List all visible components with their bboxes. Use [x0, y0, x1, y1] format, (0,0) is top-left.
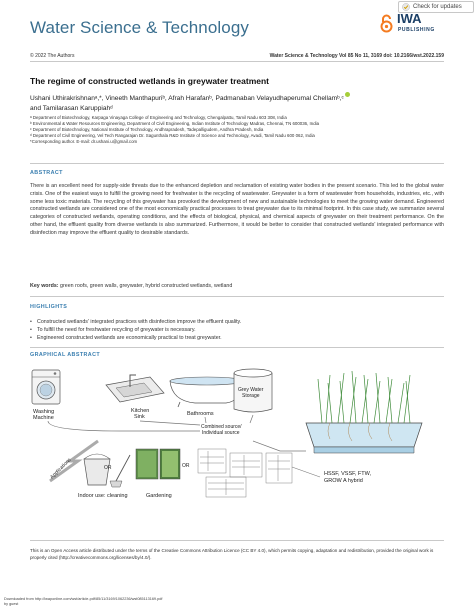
highlights-list [30, 318, 444, 343]
wetland-types-label: HSSF, VSSF, FTW, [324, 471, 372, 477]
publisher-logo-subtext: PUBLISHING [398, 27, 435, 33]
mop-icon [110, 455, 130, 487]
washing-machine-label: Machine [33, 415, 54, 421]
washing-machine-label: Washing [33, 409, 55, 415]
footer-divider [30, 540, 444, 541]
divider-graphical-abstract [30, 347, 444, 348]
bathtub-icon [170, 377, 244, 407]
keywords-text: green roofs, green walls, greywater, hybrid constructed wetlands, wetland [60, 283, 233, 289]
divider-abstract [30, 163, 444, 164]
storage-label: Grey Water [238, 387, 264, 393]
copyright: © 2022 The Authors [30, 53, 75, 59]
indoor-use-label: Indoor use: cleaning [78, 493, 128, 499]
applications-label: Applications [49, 457, 73, 481]
kitchen-sink-label: Sink [134, 414, 145, 420]
divider-highlights [30, 296, 444, 297]
citation: Water Science & Technology Vol 85 No 11, 3169 doi: 10.2166/wst.2022.159 [269, 53, 444, 59]
affiliations [30, 115, 444, 145]
download-note [4, 597, 162, 607]
keywords-label: Key words: [30, 283, 59, 289]
journal-title[interactable]: Water Science & Technology [30, 18, 249, 37]
corresponding-author[interactable]: *Corresponding author. E-mail: dr.ushani.u@gmail.com [30, 139, 138, 145]
bathroom-label: Bathrooms [187, 411, 214, 417]
kitchen-sink-label: Kitchen [131, 408, 150, 414]
flow-arrows [48, 415, 306, 451]
or-label: OR [182, 463, 190, 469]
affiliation-c: ᶜ Department of Biotechnology, National Institute of Technology, Andhrapradesh, Tadepalligudem, Andhra Pradesh, India [30, 127, 264, 133]
affiliation-d: ᵈ Department of Civil Engineering, Vel Tech Rangarajan Dr. Sagunthala R&D Institute of Science and Technology, Avadi, Tamil Nadu 600 062, India [30, 133, 315, 139]
highlight-item: • Constructed wetlands' integrated practices with disinfection improve the effluent quality. [30, 318, 444, 326]
header-divider [30, 61, 444, 62]
publisher-logo-text: IWA [397, 11, 422, 26]
open-access-note: This is an Open Access article distributed under the terms of the Creative Commons Attribution Licence (CC BY 4.0), which permits copying, adaptation and redistribution, provided the original work is properly cited (http://creativecommons.org/licenses/by/4.0/). [30, 548, 434, 560]
kitchen-sink-icon [106, 375, 164, 402]
schematic-arrow [292, 467, 320, 477]
author-list [30, 92, 444, 114]
abstract-text: There is an excellent need for supply-side threats due to the enhanced depletion and reclamation of existing water bodies in the present scenario. This led to the global water crisis. One of the easiest ways to fulfill the growing need for freshwater is the recycling of wastewater. Greywater is a form of wastewater from households, industries, etc., with some less toxic materials. The recycling of this greywater has provoked the development of new and sustainable technologies to meet the growing water demand. Engineered constructed wetlands are considered one of the most economically practical processes to treat greywater due to its minimal footprint. In this case study, we summarize several categories of constructed wetlands, operating conditions, and the effects of biological, physical, and chemical aspects of greywater on their treatment performance. On the other hand, the effluent quality from diverse wetlands is also summarized. Furthermore, it would be better to consider that constructed wetlands' integrated performance with disinfection may improve the effluent quality to desirable standards. [30, 183, 444, 236]
combined-source-label: Individual source [202, 430, 240, 436]
article-title: The regime of constructed wetlands in greywater treatment [30, 76, 270, 86]
authors-line-2: and Tamilarasan Karuppiahᵈ [30, 105, 113, 113]
check-updates-icon [402, 3, 410, 11]
storage-label: Storage [242, 393, 260, 399]
publisher-logo[interactable] [397, 12, 445, 38]
orcid-icon[interactable] [345, 92, 350, 97]
wetland-schematics [198, 449, 292, 497]
washing-machine-icon [32, 370, 60, 404]
graphical-abstract-heading: GRAPHICAL ABSTRACT [30, 352, 101, 358]
wetland-types-label: GROW A hybrid [324, 478, 363, 484]
affiliation-a: ᵃ Department of Biotechnology, Karpaga Vinayaga College of Engineering and Technology, Chengalpattu, Tamil Nadu 603 308, India [30, 115, 287, 120]
keywords [30, 283, 444, 289]
gardening-image [136, 449, 180, 479]
authors-text: Ushani Uthirakrishnanᵃ,*, Vineeth Manthapuriᵇ, Afrah Harafanᵇ, Padmanaban Velayudhaperumal Chellamᵇ,ᶜ [30, 95, 344, 103]
constructed-wetland-icon [306, 371, 422, 453]
gardening-label: Gardening [146, 493, 172, 499]
abstract-heading: ABSTRACT [30, 170, 63, 176]
graphical-abstract-diagram [30, 357, 444, 509]
highlight-item: • To fulfill the need for freshwater recycling of greywater is necessary. [30, 326, 444, 334]
authors-line-1 [30, 92, 444, 104]
download-user: by guest [4, 601, 19, 606]
combined-source-label: Combined source/ [201, 424, 242, 430]
highlights-heading: HIGHLIGHTS [30, 304, 68, 310]
or-label: OR [104, 465, 112, 471]
check-updates-label: Check for updates [413, 4, 462, 10]
highlight-item: • Engineered constructed wetlands are economically practical to treat greywater. [30, 334, 444, 342]
affiliation-b: ᵇ Environmental & Water Resources Engineering, Department of Civil Engineering, Indian Institute of Technology Madras, Chennai, TN 600036, India [30, 121, 320, 127]
download-source[interactable]: Downloaded from http://iwaponline.com/wst/article-pdf/85/11/3169/1062236/wst085113169.pdf [4, 597, 163, 601]
open-access-icon [380, 13, 393, 33]
